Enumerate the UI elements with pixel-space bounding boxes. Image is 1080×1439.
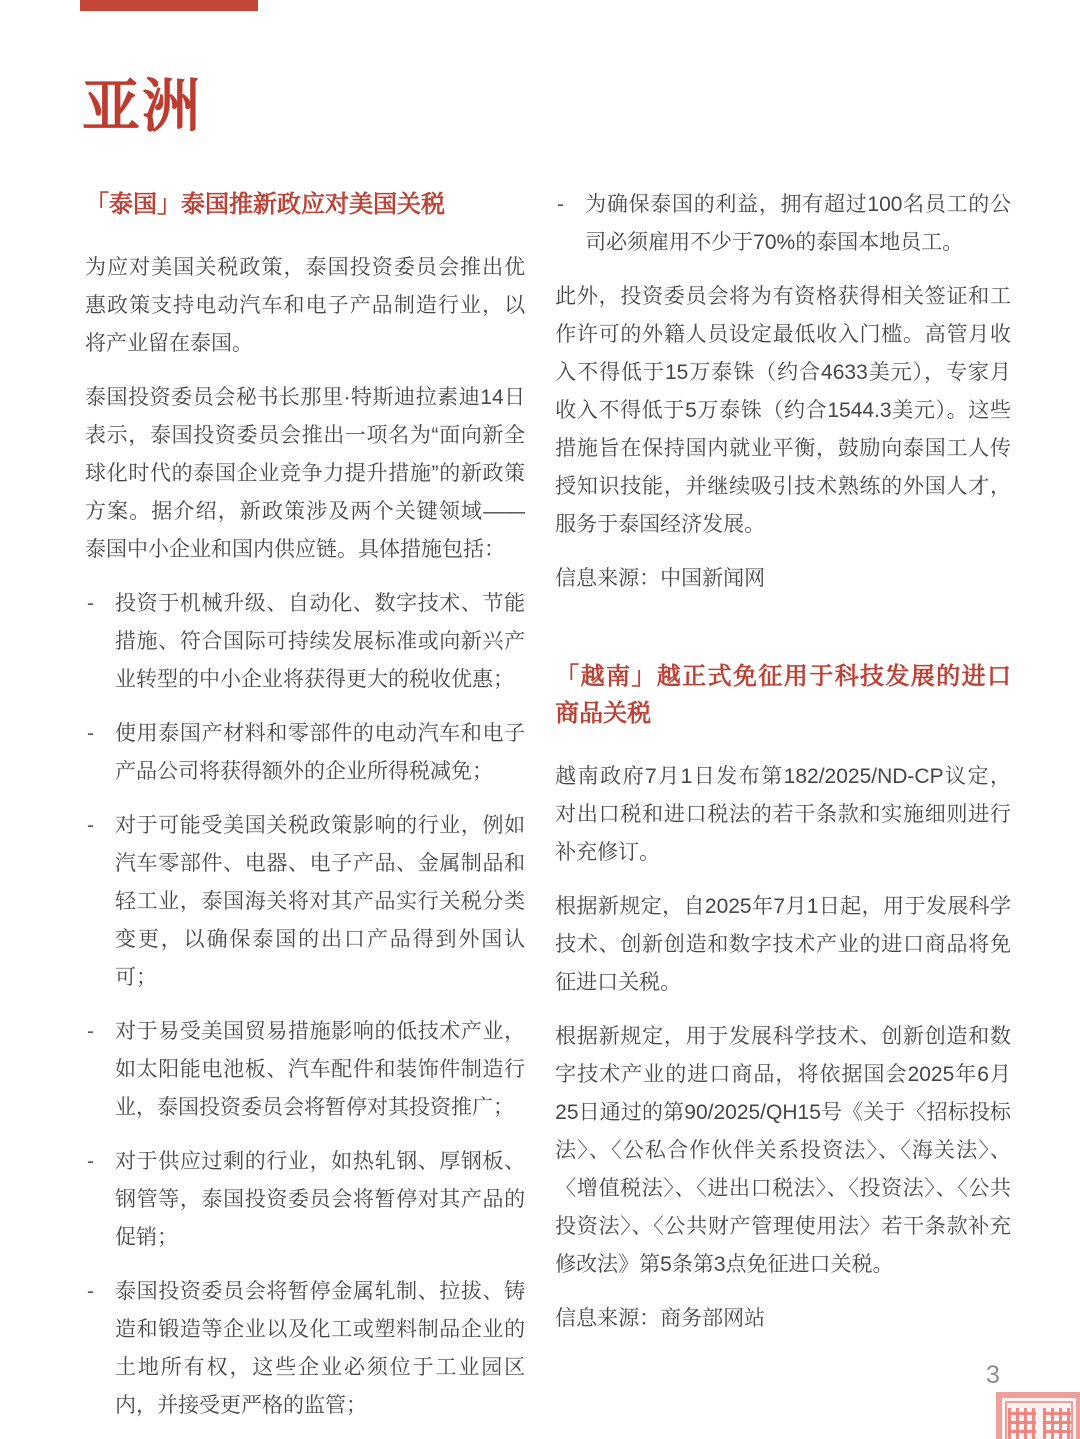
watermark-seal-inner-border: [1005, 1401, 1073, 1439]
paragraph: 根据新规定，自2025年7月1日起，用于发展科学技术、创新创造和数字技术产业的进口商品将免征进口关税。: [555, 895, 1011, 994]
list-item: - 使用泰国产材料和零部件的电动汽车和电子产品公司将获得额外的企业所得税减免；: [85, 715, 525, 791]
two-column-layout: [85, 186, 1011, 1439]
list-item: - 泰国投资委员会将暂停金属轧制、拉拔、铸造和锻造等企业以及化工或塑料制品企业的土地所有权，这些企业必须位于工业园区内，并接受更严格的监管；: [85, 1273, 525, 1425]
source-line-vietnam: 信息来源：商务部网站: [555, 1307, 766, 1330]
list-item: - 对于供应过剩的行业，如热轧钢、厚钢板、钢管等，泰国投资委员会将暂停对其产品的促销；: [85, 1143, 525, 1257]
paragraph: 越南政府7月1日发布第182/2025/ND-CP议定，对出口税和进口税法的若干条款和实施细则进行补充修订。: [555, 765, 1011, 864]
watermark-seal: [996, 1392, 1080, 1439]
paragraph: 根据新规定，用于发展科学技术、创新创造和数字技术产业的进口商品，将依据国会2025年6月25日通过的第90/2025/QH15号《关于〈招标投标法〉、〈公私合作伙伴关系投资法〉、〈海关法〉、〈增值税法〉、〈进出口税法〉、〈投资法〉、〈公共投资法〉、〈公共财产管理使用法〉若干条款补充修改法》第5条第3点免征进口关税。: [555, 1025, 1011, 1276]
list-item: - 对于可能受美国关税政策影响的行业，例如汽车零部件、电器、电子产品、金属制品和轻工业，泰国海关将对其产品实行关税分类变更，以确保泰国的出口产品得到外国认可；: [85, 807, 525, 997]
section-heading-vietnam: 「越南」越正式免征用于科技发展的进口商品关税: [555, 663, 1011, 727]
list-item: - 对于易受美国贸易措施影响的低技术产业，如太阳能电池板、汽车配件和装饰件制造行业，泰国投资委员会将暂停对其投资推广；: [85, 1013, 525, 1127]
seal-glyph-left: [1008, 1408, 1036, 1439]
list-item: - 为确保泰国的利益，拥有超过100名员工的公司必须雇用不少于70%的泰国本地员工。: [555, 186, 1011, 262]
source-line-thailand: 信息来源：中国新闻网: [555, 567, 766, 590]
paragraph: 此外，投资委员会将为有资格获得相关签证和工作许可的外籍人员设定最低收入门槛。高管月收入不得低于15万泰铢（约合4633美元），专家月收入不得低于5万泰铢（约合1544.3美元）。这些措施旨在保持国内就业平衡，鼓励向泰国工人传授知识技能，并继续吸引技术熟练的外国人才，服务于泰国经济发展。: [555, 285, 1011, 536]
paragraph: 泰国投资委员会秘书长那里·特斯迪拉素迪14日表示，泰国投资委员会推出一项名为“面向新全球化时代的泰国企业竞争力提升措施”的新政策方案。据介绍，新政策涉及两个关键领域——泰国中小企业和国内供应链。具体措施包括：: [85, 386, 526, 561]
right-column: [555, 186, 1011, 1439]
left-column: [85, 186, 525, 1439]
page-title: 亚洲: [82, 74, 203, 139]
seal-glyph-right: [1043, 1408, 1071, 1439]
accent-top-bar: [80, 0, 258, 11]
list-item: - 投资于机械升级、自动化、数字技术、节能措施、符合国际可持续发展标准或向新兴产业转型的中小企业将获得更大的税收优惠；: [85, 585, 525, 699]
section-heading-thailand: 「泰国」泰国推新政应对美国关税: [85, 191, 445, 218]
page-number: 3: [986, 1361, 1000, 1389]
paragraph: 为应对美国关税政策，泰国投资委员会推出优惠政策支持电动汽车和电子产品制造行业，以将产业留在泰国。: [85, 256, 526, 355]
